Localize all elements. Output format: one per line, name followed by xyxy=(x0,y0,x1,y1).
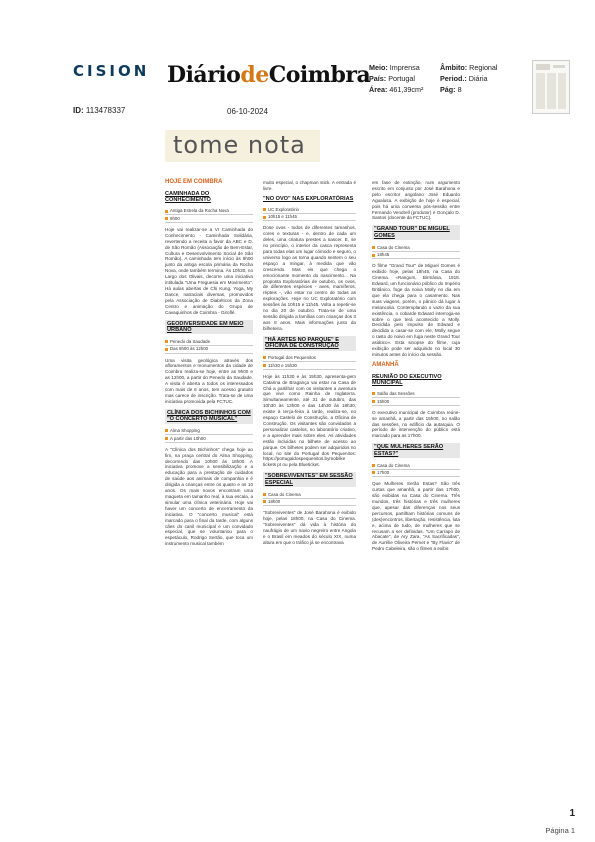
event-title: "GRAND TOUR" DE MIGUEL GOMES xyxy=(372,225,460,240)
event-title: "NO OVO" NAS EXPLORATÓRIAS xyxy=(263,195,354,202)
location-icon xyxy=(165,340,168,343)
event-info: Salão das Sessões 15h00 xyxy=(372,391,460,406)
event-text: Hoje vai realizar-se a VI Caminhada do Conhecimento - Caminhada Solidária, revertendo a receita a favor da ABC e D. de São Romão (Associação de Bem-Estar, Cultura e Desenvolvimento Social de São Romão). A caminhada tem início às 9h00 junto da antiga escola primária da Rocha Nova, onde também termina. Às 10h30, no Largo dos Olivais, decorre uma iniciativa intitulada "Uma Freguesia em Movimento". Há aulas abertas de Chi Kung, Yoga, My Dance, natraciais diversas, promovidos pela Associação de Diabéticos da Zona Centro e animação do Grupo de Cavaquinhos de Coimbra - Giroflé. xyxy=(165,226,253,315)
event-title: "SOBREVIVENTES" EM SESSÃO ESPECIAL xyxy=(263,472,356,487)
location-icon xyxy=(263,493,266,496)
column-1 xyxy=(165,180,253,550)
event-info: Penedo da Saudade Das 9h00 às 12h00 xyxy=(165,338,253,353)
clock-icon xyxy=(372,471,375,474)
event-info: Casa do Cinema 18h00 xyxy=(263,491,356,506)
event-text: Dose ovos - todos de diferentes tamanhos, cores e texturas - e, dentro de cada um deles, uma criatura prestes a nascer. E, se no princípio, o interior da casca representa para todas elas um lugar cómodo e seguro, o universo logo as torna quando sentem o seu espaço a mingar, à medida que vão crescendo. Mas eis que chega o emocionante momento do nascimento... Na proposta Exploratórias de outubro, os ovos, de diferentes espécies - aves, mamíferos, répteis -, vão estar no centro de todas as explorações. Hoje no UC Exploratório com sessões às 10h15 e 11h45. Volta a repetir-se no dia 20 de outubro. Trata-se de uma sessão dirigida a famílias com crianças dos 3 aos 8 anos. Mais informações junto da bilheteira. xyxy=(263,225,356,331)
meta-left: Meio: Imprensa País: Portugal Área: 461,39cm² xyxy=(369,63,424,94)
event-info: Casa do Cinema 17h00 xyxy=(372,462,460,477)
location-icon xyxy=(372,464,375,467)
location-icon xyxy=(263,356,266,359)
event-info: Portugal dos Pequenitos 11h30 e 15h30 xyxy=(263,355,356,370)
cision-logo: CISION xyxy=(73,62,150,80)
kicker-amanha: AMANHÃ xyxy=(372,361,399,368)
clock-icon xyxy=(263,364,266,367)
section-banner: tome nota xyxy=(165,130,320,162)
column-2 xyxy=(263,180,356,549)
event-info: Antiga Estrela da Rocha Nova 9h00 xyxy=(165,208,253,223)
clock-icon xyxy=(372,400,375,403)
continued-text: em fase de extinção, num argumento escrito em conjunto por José Barahona e pelo escritor angolano José Eduardo Agualusa. A exibição de hoje é especial, pois há uma conversa pós-sessão entre Fernando Vendrell (produtor) e Gonçalo D. Santos (docente da FCTUC). xyxy=(372,180,460,221)
clock-icon xyxy=(372,254,375,257)
page-label: Página 1 xyxy=(545,826,575,835)
kicker-hoje: HOJE EM COIMBRA xyxy=(165,179,223,185)
location-icon xyxy=(372,392,375,395)
event-text: Hoje às 11h30 e às 15h30, apresenta-gem Catarina de Bragança vai estar na Casa de Chá a partilhar com os visitantes a aventura que vive como Rainha de Inglaterra. Simultaneamente, até 31 de outubro, das 10h30 às 13h00 e das 14h30 às 18h30, existe à terça-feira à tarde, realiza-se, no espaço Castelo de Construção, a Oficina de Construção. Os visitantes são convidados a personalizar castelos, no laboratório criativo, e a aprender mais sobre eles. As atividades estão incluídas no bilhete de acesso ao parque. Os bilhetes podem ser adquiridos no local, no site do Portugal dos Pequenitos: https://portugaldospequenitos.bymobilke tickets pt ou pela Blueticket. xyxy=(263,373,356,468)
event-text: O filme "Grand Tour" de Miguel Gomes é exibido hoje, pelas 18h45, na Casa do Cinema. «Rangum, Birmânia, 1918. Edward, um funcionário público do Império Britânico, foge da noiva Molly no dia em que ela chega para o casamento. Nas suas viagens, porém, o pânico dá lugar à melancolia. Contemplando o vazio da sua existência, o cobarde Edward interroga-se sobre o que terá acontecido a Molly. Decidida pelo impulso de Edward e decidida a casar-se com ele, Molly segue o rasto do noivo em fuga neste Grand Tour asiático». Esta sinopse do filme, cuja exibição pode ser adquirido no local 30 minutos antes do início da sessão. xyxy=(372,263,460,357)
event-info: Casa do Cinema 18h45 xyxy=(372,244,460,259)
event-title: CAMINHADA DO CONHECIMENTO xyxy=(165,190,211,204)
column-3 xyxy=(372,180,460,555)
event-title: REUNIÃO DO EXECUTIVO MUNICIPAL xyxy=(372,373,442,387)
event-info: Alma Shopping A partir das 10h00 xyxy=(165,428,253,443)
event-title: CLÍNICA DOS BICHINHOS COM "O CONCERTO MUSICAL" xyxy=(165,409,253,424)
meta-right: Âmbito: Regional Period.: Diária Pág: 8 xyxy=(440,63,498,94)
clock-icon xyxy=(165,217,168,220)
event-text: Que Mulheres Serão Estas? São três curtas que amanhã, a partir das 17h00, são exibidas na Casa do Cinema. Três mundos, três histórias e três mulheres que, apesar das diferenças nos seus percursos, partilham histórias comuns de (des)encontros, libertação, resistência, luta e, acima de tudo, de mulheres que se recusam a ser definidas. "Um Carrapo de Abacate", de Ary Zara, "As Sacrificadas", de Aurélie Oliveira Pernet e "By Flavio" de Pedro Cabeleira, são o filmes a exibir. xyxy=(372,481,460,552)
event-text: "Sobreviventes" de José Barahona é exibido hoje, pelas 18h00, na Casa do Cinema. "Sobreviventes" dá vida à história do naufrágio de um navio negreiro entre Angola e o Brasil em meados do século XIX, numa altura em que o tráfico já se encontrava xyxy=(263,510,356,545)
location-icon xyxy=(263,208,266,211)
clock-icon xyxy=(263,216,266,219)
clipping-date: 06-10-2024 xyxy=(227,107,268,116)
clock-icon xyxy=(165,348,168,351)
location-icon xyxy=(165,429,168,432)
continued-text: muito especial, o chapman stick. A entrada é livre. xyxy=(263,180,356,191)
clock-icon xyxy=(165,437,168,440)
clipping-id: ID: 113478337 xyxy=(73,106,126,115)
location-icon xyxy=(165,210,168,213)
event-text: Uma visita geológica através dos afloramentos e monumentos da cidade de Coimbra realiza-se hoje, entre as 9h00 e as 12h00, a partir do Penedo da Saudade. A visita é aberta a todos os interessados com mais de 6 anos, tem acesso gratuito mas carece de inscrição. Trata-se de uma iniciativa promovida pela FCTUC. xyxy=(165,357,253,404)
page-number: 1 xyxy=(569,808,575,819)
event-title: "QUE MULHERES SERÃO ESTAS?" xyxy=(372,443,460,458)
event-info: UC Exploratório 10h15 e 11h45 xyxy=(263,206,356,221)
page-thumbnail xyxy=(532,60,570,114)
event-text: O executivo municipal de Coimbra reúne-se amanhã, a partir das 15h00, no salão das sessões, no edifício da autarquia. O período de intervenção do público está marcado para as 17h00. xyxy=(372,409,460,439)
clock-icon xyxy=(263,500,266,503)
event-text: A "Clínica dos Bichinhos" chega hoje ao fim, na praça central do Alma Shopping, decorrendo das 10h00 às 18h00. A iniciativa promove a sensibilização e a educação para a prestação de cuidados de saúde aos animais de companhia e é dirigida a crianças entre os quatro e os 10 anos. Os mais novos encontram uma maqueta em tamanho real, à sua escala, a simular uma clínica veterinária. Hoje vai haver um concerto de encerramento da iniciativa. O "concerto musical" está marcado para o final da tarde, com alguns cães do canil municipal e um convidado especial, que se voluntariou para o espetáculo, Rodrigo Sertão, que toca um instrumento musical também xyxy=(165,446,253,547)
event-title: "HÁ ARTES NO PARQUE" E OFICINA DE CONSTRUÇÃO xyxy=(263,336,356,351)
newspaper-logo: DiáriodeCoimbra xyxy=(167,62,371,88)
event-title: GEODIVERSIDADE EM MEIO URBANO xyxy=(165,320,253,335)
location-icon xyxy=(372,246,375,249)
